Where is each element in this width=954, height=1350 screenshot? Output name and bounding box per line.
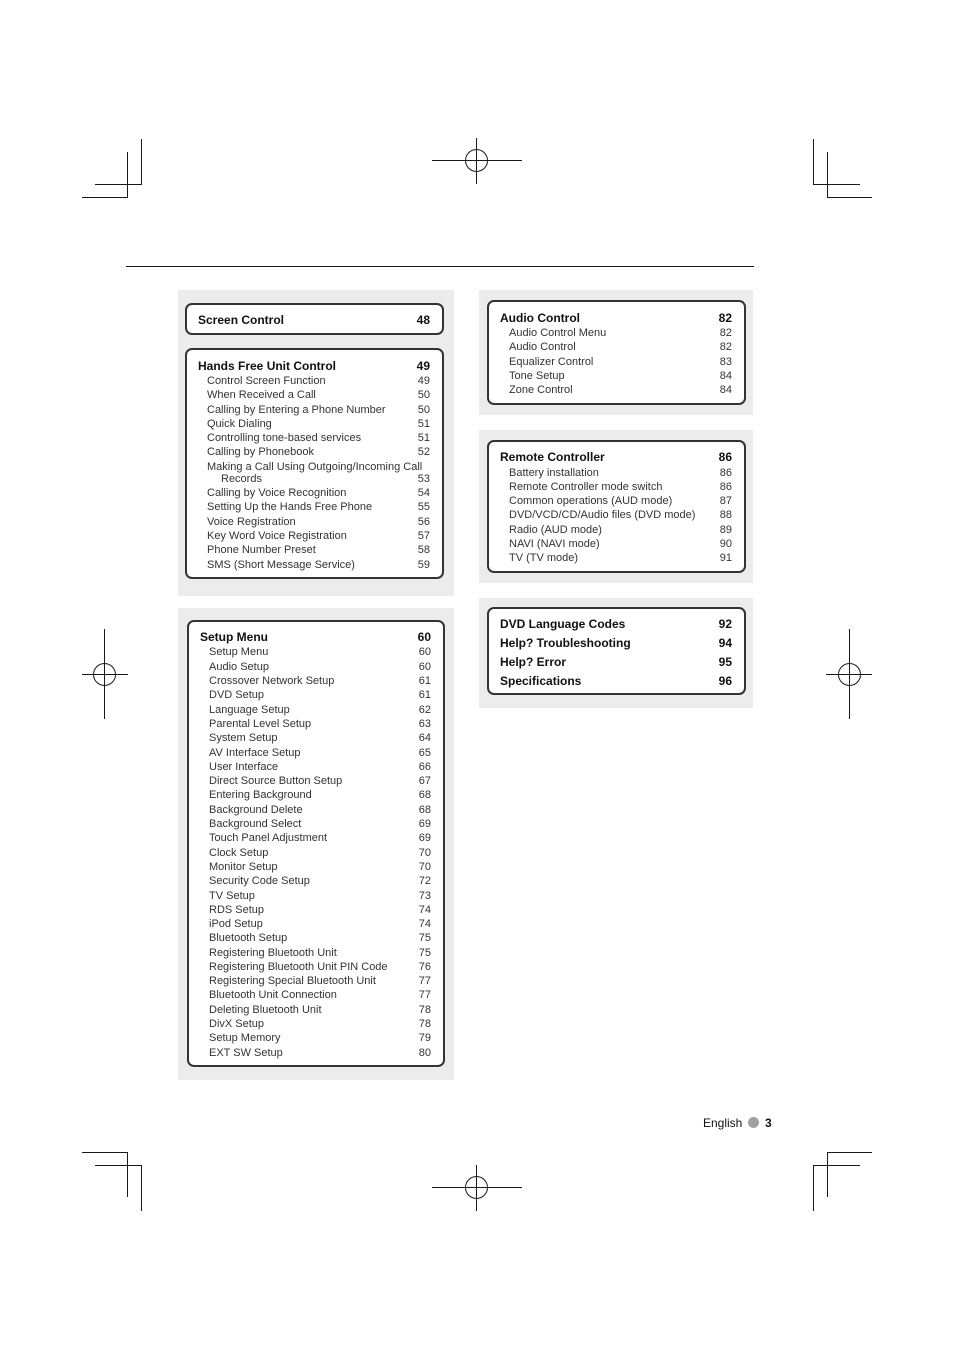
page-number: 91 (719, 552, 732, 564)
page-number: 70 (418, 861, 431, 873)
toc-entry[interactable] (489, 655, 744, 669)
page-number: 52 (417, 446, 430, 458)
page-number: 69 (418, 818, 431, 830)
toc-subentry[interactable] (187, 543, 442, 557)
toc-subentry[interactable] (189, 645, 443, 659)
toc-subentry[interactable] (187, 558, 442, 572)
entry-label: DivX Setup (209, 1018, 265, 1030)
toc-subentry[interactable] (189, 831, 443, 845)
page-number: 49 (417, 375, 430, 387)
toc-subentry[interactable] (189, 988, 443, 1002)
toc-subentry[interactable] (489, 355, 744, 369)
entry-label: Making a Call Using Outgoing/Incoming Call (207, 461, 423, 473)
bullet-dot-icon (748, 1117, 759, 1128)
page-number: 48 (416, 313, 430, 327)
toc-subentry[interactable] (489, 480, 744, 494)
page-number: 68 (418, 804, 431, 816)
entry-label: Touch Panel Adjustment (209, 832, 328, 844)
footer-language: English (703, 1116, 743, 1130)
section-title: Audio Control (500, 311, 580, 325)
toc-section-hands-free (185, 348, 444, 579)
page-number: 82 (719, 341, 732, 353)
entry-label: AV Interface Setup (209, 747, 301, 759)
toc-entry[interactable] (489, 617, 744, 631)
entry-label: Registering Special Bluetooth Unit (209, 975, 376, 987)
page-number: 60 (417, 630, 431, 644)
page-number: 62 (418, 704, 431, 716)
entry-label: Registering Bluetooth Unit PIN Code (209, 961, 388, 973)
entry-label: Direct Source Button Setup (209, 775, 343, 787)
entry-label: When Received a Call (207, 389, 316, 401)
page-number: 76 (418, 961, 431, 973)
toc-subentry[interactable] (489, 383, 744, 397)
entry-label: Audio Setup (209, 661, 269, 673)
entry-label: Equalizer Control (509, 356, 594, 368)
entry-label: Setup Menu (209, 646, 269, 658)
toc-subentry[interactable] (489, 369, 744, 383)
toc-subentry[interactable] (489, 466, 744, 480)
entry-label: Remote Controller mode switch (509, 481, 663, 493)
toc-subentry[interactable] (189, 889, 443, 903)
entry-label: Key Word Voice Registration (207, 530, 347, 542)
entry-label: SMS (Short Message Service) (207, 559, 355, 571)
page-number: 60 (418, 661, 431, 673)
page-number: 59 (417, 559, 430, 571)
section-title: Specifications (500, 674, 582, 688)
header-rule (126, 266, 754, 267)
page-number: 50 (417, 404, 430, 416)
toc-section-setup-menu (187, 620, 445, 1067)
page-number: 80 (418, 1047, 431, 1059)
page-number: 90 (719, 538, 732, 550)
toc-subentry[interactable] (189, 974, 443, 988)
page-number: 96 (718, 674, 732, 688)
page-number: 75 (418, 947, 431, 959)
page-number: 64 (418, 732, 431, 744)
toc-subentry[interactable] (189, 1046, 443, 1060)
entry-label: Phone Number Preset (207, 544, 316, 556)
toc-subentry[interactable] (189, 1017, 443, 1031)
section-title: Help? Error (500, 655, 567, 669)
page-number: 50 (417, 389, 430, 401)
toc-entry[interactable] (187, 359, 442, 373)
entry-label: Zone Control (509, 384, 573, 396)
page-number: 54 (417, 487, 430, 499)
toc-section-misc (487, 607, 746, 695)
toc-subentry[interactable] (187, 445, 442, 459)
page-number: 49 (416, 359, 430, 373)
entry-label: Background Select (209, 818, 302, 830)
footer-page-number: 3 (765, 1116, 772, 1130)
entry-label: DVD Setup (209, 689, 265, 701)
toc-subentry[interactable] (189, 860, 443, 874)
toc-subentry[interactable] (489, 508, 744, 522)
toc-subentry[interactable] (189, 674, 443, 688)
toc-subentry[interactable] (189, 960, 443, 974)
page-number: 69 (418, 832, 431, 844)
page-number: 53 (417, 473, 430, 485)
page-number: 78 (418, 1004, 431, 1016)
entry-label: Controlling tone-based services (207, 432, 362, 444)
entry-label: Parental Level Setup (209, 718, 312, 730)
entry-label: NAVI (NAVI mode) (509, 538, 600, 550)
entry-label: Radio (AUD mode) (509, 524, 602, 536)
toc-subentry[interactable] (489, 537, 744, 551)
page-number: 70 (418, 847, 431, 859)
entry-label: DVD/VCD/CD/Audio files (DVD mode) (509, 509, 696, 521)
toc-subentry[interactable] (187, 500, 442, 514)
entry-label: Control Screen Function (207, 375, 326, 387)
toc-section-screen-control (185, 303, 444, 335)
section-title: Remote Controller (500, 450, 605, 464)
section-title: Setup Menu (200, 630, 268, 644)
entry-label: Bluetooth Unit Connection (209, 989, 337, 1001)
toc-subentry[interactable] (489, 551, 744, 565)
toc-subentry[interactable] (189, 760, 443, 774)
toc-section-remote-controller (487, 440, 746, 573)
page-number: 72 (418, 875, 431, 887)
toc-subentry[interactable] (187, 515, 442, 529)
page-number: 56 (417, 516, 430, 528)
page-number: 74 (418, 918, 431, 930)
toc-subentry[interactable] (189, 746, 443, 760)
page-number: 86 (719, 481, 732, 493)
toc-subentry[interactable] (189, 1003, 443, 1017)
toc-subentry[interactable] (187, 529, 442, 543)
page-number: 94 (718, 636, 732, 650)
page-number: 74 (418, 904, 431, 916)
toc-subentry[interactable] (189, 917, 443, 931)
toc-subentry[interactable] (189, 731, 443, 745)
entry-label: Clock Setup (209, 847, 269, 859)
page-number: 51 (417, 432, 430, 444)
page-number: 88 (719, 509, 732, 521)
page-number: 82 (718, 311, 732, 325)
toc-subentry[interactable] (189, 931, 443, 945)
entry-label: User Interface (209, 761, 279, 773)
toc-subentry[interactable] (187, 417, 442, 431)
page-number: 77 (418, 975, 431, 987)
page-number: 61 (418, 689, 431, 701)
page-number: 86 (719, 467, 732, 479)
toc-subentry[interactable] (189, 803, 443, 817)
section-title: DVD Language Codes (500, 617, 626, 631)
page-number: 89 (719, 524, 732, 536)
entry-label: Audio Control (509, 341, 576, 353)
entry-label: Calling by Voice Recognition (207, 487, 347, 499)
toc-subentry[interactable] (489, 340, 744, 354)
page-number: 60 (418, 646, 431, 658)
page-number: 61 (418, 675, 431, 687)
entry-label: Monitor Setup (209, 861, 278, 873)
page-number: 75 (418, 932, 431, 944)
entry-label: iPod Setup (209, 918, 263, 930)
entry-label: TV Setup (209, 890, 255, 902)
toc-entry[interactable] (187, 313, 442, 327)
toc-entry[interactable] (189, 630, 443, 644)
entry-label: TV (TV mode) (509, 552, 579, 564)
page-number: 73 (418, 890, 431, 902)
page-number: 55 (417, 501, 430, 513)
page-number: 86 (718, 450, 732, 464)
page-number: 58 (417, 544, 430, 556)
toc-subentry[interactable] (189, 660, 443, 674)
toc-subentry[interactable] (189, 717, 443, 731)
entry-label: Bluetooth Setup (209, 932, 288, 944)
toc-entry[interactable] (489, 636, 744, 650)
page-number: 67 (418, 775, 431, 787)
entry-label: Battery installation (509, 467, 599, 479)
entry-label: Quick Dialing (207, 418, 272, 430)
entry-label: Calling by Entering a Phone Number (207, 404, 386, 416)
entry-label: Setup Memory (209, 1032, 281, 1044)
entry-label: Common operations (AUD mode) (509, 495, 673, 507)
toc-subentry[interactable] (189, 817, 443, 831)
entry-label: Voice Registration (207, 516, 296, 528)
toc-subentry[interactable] (189, 874, 443, 888)
entry-label: Tone Setup (509, 370, 565, 382)
toc-subentry[interactable] (187, 388, 442, 402)
toc-subentry[interactable] (187, 403, 442, 417)
entry-label: Entering Background (209, 789, 312, 801)
entry-label: Security Code Setup (209, 875, 310, 887)
page-number: 84 (719, 370, 732, 382)
entry-label: Deleting Bluetooth Unit (209, 1004, 322, 1016)
toc-subentry[interactable] (187, 431, 442, 445)
entry-label: EXT SW Setup (209, 1047, 283, 1059)
toc-subentry[interactable] (187, 486, 442, 500)
page-number: 77 (418, 989, 431, 1001)
toc-subentry[interactable] (189, 903, 443, 917)
page-number: 65 (418, 747, 431, 759)
entry-label: Calling by Phonebook (207, 446, 315, 458)
toc-entry[interactable] (489, 674, 744, 688)
toc-subentry[interactable] (189, 774, 443, 788)
toc-subentry[interactable] (187, 472, 442, 486)
page-number: 83 (719, 356, 732, 368)
page-number: 51 (417, 418, 430, 430)
page-number: 87 (719, 495, 732, 507)
entry-label: Language Setup (209, 704, 290, 716)
page-number: 66 (418, 761, 431, 773)
page-number: 68 (418, 789, 431, 801)
entry-label: Background Delete (209, 804, 303, 816)
section-title: Hands Free Unit Control (198, 359, 337, 373)
toc-subentry[interactable] (189, 703, 443, 717)
toc-subentry[interactable] (187, 374, 442, 388)
entry-label: Audio Control Menu (509, 327, 607, 339)
toc-subentry[interactable] (189, 688, 443, 702)
page-number: 92 (718, 617, 732, 631)
entry-label: Setting Up the Hands Free Phone (207, 501, 373, 513)
page-number: 63 (418, 718, 431, 730)
page-number: 79 (418, 1032, 431, 1044)
entry-label: Records (221, 473, 262, 485)
toc-subentry[interactable] (189, 788, 443, 802)
entry-label: Registering Bluetooth Unit (209, 947, 337, 959)
entry-label: RDS Setup (209, 904, 265, 916)
toc-subentry[interactable] (189, 846, 443, 860)
page-number: 78 (418, 1018, 431, 1030)
toc-subentry[interactable] (189, 1031, 443, 1045)
entry-label: Crossover Network Setup (209, 675, 335, 687)
page-number: 57 (417, 530, 430, 542)
toc-entry[interactable] (489, 311, 744, 325)
toc-section-audio-control (487, 300, 746, 405)
section-title: Screen Control (198, 313, 285, 327)
section-title: Help? Troubleshooting (500, 636, 631, 650)
page-number: 82 (719, 327, 732, 339)
toc-subentry[interactable] (489, 494, 744, 508)
toc-subentry[interactable] (489, 326, 744, 340)
page-number: 95 (718, 655, 732, 669)
page-number: 84 (719, 384, 732, 396)
toc-subentry[interactable] (189, 946, 443, 960)
toc-subentry[interactable] (489, 523, 744, 537)
entry-label: System Setup (209, 732, 278, 744)
toc-entry[interactable] (489, 450, 744, 464)
